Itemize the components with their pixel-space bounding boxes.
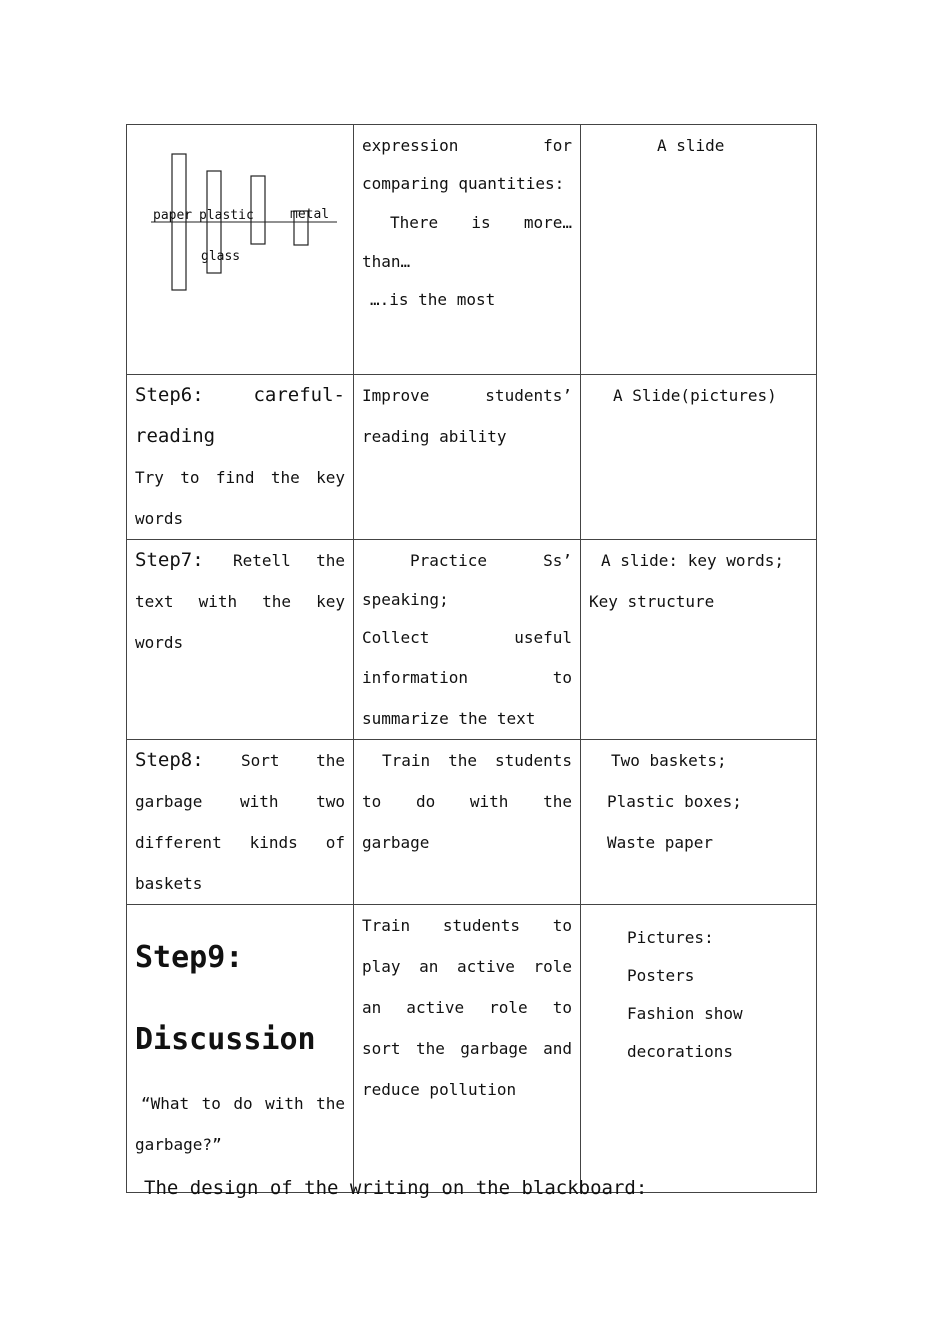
step-cell (127, 375, 354, 540)
text-line: Two baskets; (611, 751, 727, 770)
text-line: to do with the (362, 792, 572, 811)
aids-cell (581, 125, 817, 375)
text-line: reduce pollution (362, 1080, 517, 1099)
text-line: an active role to (362, 998, 572, 1017)
step-cell (127, 905, 354, 1193)
step-title: Step7: (135, 549, 204, 571)
objective-cell (354, 125, 581, 375)
step-title-large: Discussion (135, 1022, 316, 1057)
text-line: Posters (627, 966, 695, 985)
step-title: Step6: careful- (135, 384, 345, 406)
text-line: Practice Ss’ (410, 551, 572, 570)
text-line: Try to find the key (135, 468, 345, 487)
text-line: summarize the text (362, 709, 536, 728)
aids-cell (581, 540, 817, 740)
text-line: sort the garbage and (362, 1039, 572, 1058)
step-title-large: Step9: (135, 940, 244, 975)
text-line: Fashion show (627, 1004, 743, 1023)
text-line: A slide: key words; (601, 551, 785, 570)
text-line: reading ability (362, 427, 507, 446)
table-row (127, 740, 817, 905)
text-line: Key structure (589, 592, 715, 611)
table-row (127, 905, 817, 1193)
text-line: Collect useful (362, 628, 572, 647)
aids-cell (581, 905, 817, 1193)
aids-cell (581, 375, 817, 540)
text-line: words (135, 633, 184, 652)
text-line: Retell the (233, 551, 345, 570)
text-line: Train the students (382, 751, 572, 770)
text-line: speaking; (362, 590, 449, 609)
table-row (127, 125, 817, 375)
table-row (127, 540, 817, 740)
objective-cell (354, 375, 581, 540)
text-line: information to (362, 668, 572, 687)
step-cell (127, 740, 354, 905)
bar-label-metal: metal (290, 207, 330, 222)
garbage-bar-chart (127, 125, 354, 359)
text-line: baskets (135, 874, 203, 893)
text-line: Train students to (362, 916, 572, 935)
bar-label-paper: paper (153, 208, 193, 223)
step-title: reading (135, 425, 216, 447)
text-line: Waste paper (607, 833, 713, 852)
text-line: garbage (362, 833, 430, 852)
objective-cell (354, 905, 581, 1193)
lesson-plan-table (126, 124, 817, 1193)
bar-label-plastic: plastic (199, 208, 254, 223)
text-line: Sort the (241, 751, 345, 770)
bar-label-glass: glass (201, 249, 241, 264)
blackboard-design-heading: The design of the writing on the blackboard: (144, 1177, 648, 1199)
aids-cell (581, 740, 817, 905)
objective-cell (354, 740, 581, 905)
objective-cell (354, 540, 581, 740)
text-line: comparing quantities: (362, 174, 565, 193)
text-line: A slide (657, 136, 725, 155)
text-line: ….is the most (370, 290, 496, 309)
text-line: decorations (627, 1042, 733, 1061)
text-line: text with the key (135, 592, 345, 611)
text-line: garbage with two (135, 792, 345, 811)
text-line: words (135, 509, 184, 528)
bar-chart-cell (127, 125, 354, 375)
step-title: Step8: (135, 749, 204, 771)
text-line: Improve students’ (362, 386, 572, 405)
text-line: Plastic boxes; (607, 792, 742, 811)
text-line: than… (362, 252, 411, 271)
text-line: play an active role (362, 957, 572, 976)
text-line: A Slide(pictures) (613, 386, 777, 405)
text-line: Pictures: (627, 928, 714, 947)
text-line: “What to do with the (141, 1094, 345, 1113)
text-line: expression for (362, 136, 572, 155)
table-row (127, 375, 817, 540)
text-line: different kinds of (135, 833, 345, 852)
text-line: garbage?” (135, 1135, 222, 1154)
step-cell (127, 540, 354, 740)
text-line: There is more… (390, 213, 572, 232)
